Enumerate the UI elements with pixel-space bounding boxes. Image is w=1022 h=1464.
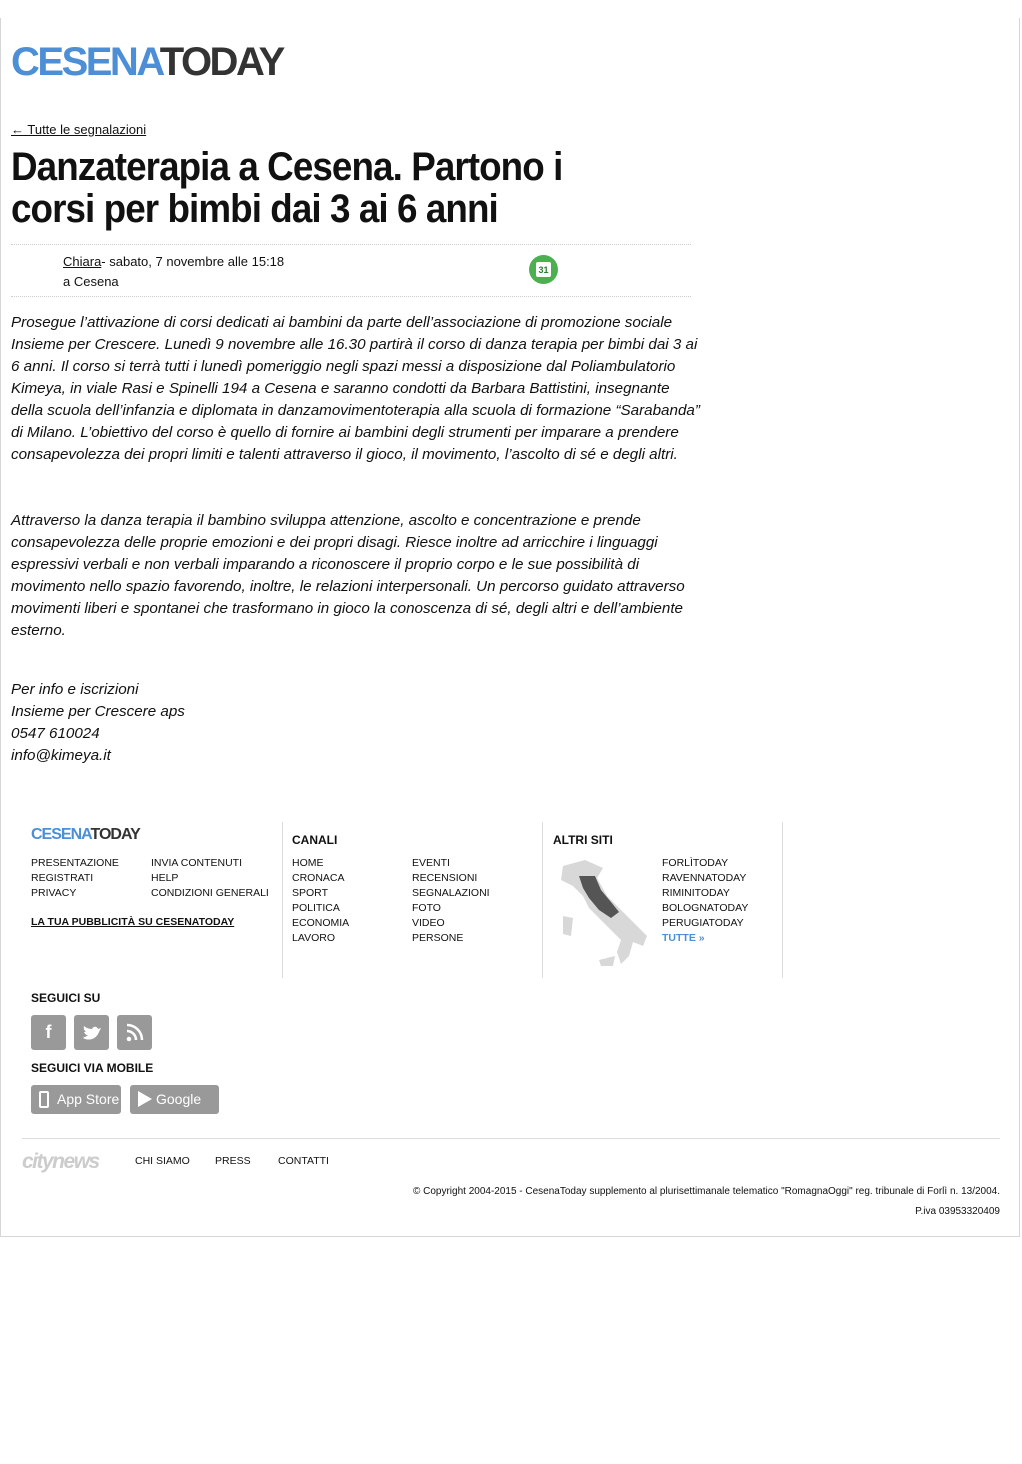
divider xyxy=(11,244,691,245)
calendar-day: 31 xyxy=(536,262,551,277)
author-link[interactable]: Chiara xyxy=(63,254,102,269)
site-link-bologna[interactable]: BOLOGNATODAY xyxy=(662,902,749,914)
canali-link[interactable]: POLITICA xyxy=(292,902,340,914)
info-email: info@kimeya.it xyxy=(11,747,111,764)
site-link-ravenna[interactable]: RAVENNATODAY xyxy=(662,872,747,884)
info-line: Per info e iscrizioni xyxy=(11,681,139,698)
info-phone: 0547 610024 xyxy=(11,725,100,742)
canali-link[interactable]: CRONACA xyxy=(292,872,345,884)
advertising-link[interactable]: LA TUA PUBBLICITÀ SU CESENATODAY xyxy=(31,916,235,928)
footer-link-registrati[interactable]: REGISTRATI xyxy=(31,872,94,884)
link-contatti[interactable]: CONTATTI xyxy=(278,1155,329,1167)
back-to-reports-link[interactable]: ← Tutte le segnalazioni xyxy=(11,122,147,137)
footer-divider xyxy=(542,822,543,978)
copyright xyxy=(413,1182,1000,1222)
citynews-logo[interactable]: citynews xyxy=(22,1150,99,1173)
app-store-label: App Store xyxy=(57,1091,120,1107)
twitter-icon[interactable] xyxy=(74,1015,109,1050)
canali-link[interactable]: PERSONE xyxy=(412,932,464,944)
footer-divider xyxy=(282,822,283,978)
canali-link[interactable]: ECONOMIA xyxy=(292,917,350,929)
altri-siti-list xyxy=(662,856,748,946)
article-paragraph-1: Prosegue l’attivazione di corsi dedicati ai bambini da parte dell’associazione di promozione sociale Insieme per Crescere. Lunedì 9 novembre alle 16.30 partirà il corso di danza terapia per bimbi dai 3 ai 6 anni. Il corso si terrà tutti i lunedì pomeriggio negli spazi messi a disposizione dal Poliambulatorio Kimeya, in viale Rasi e Spinelli 194 a Cesena e saranno condotti da Barbara Battistini, insegnante della scuola dell’infanzia e diplomata in danzamovimentoterapia alla scuola di formazione “Sarabanda” di Milano. L’obiettivo del corso è quello di fornire ai bambini degli strumenti per imparare a prendere consapevolezza dei propri limiti e talenti attraverso il gioco, il movimento, l’ascolto di sé e degli altri. xyxy=(11,314,700,463)
calendar-icon[interactable] xyxy=(529,255,558,284)
footer-link-help[interactable]: HELP xyxy=(151,872,179,884)
footer-link-privacy[interactable]: PRIVACY xyxy=(31,887,77,899)
app-store-button[interactable] xyxy=(31,1085,121,1114)
canali-link[interactable]: SEGNALAZIONI xyxy=(412,887,490,899)
google-play-label: Google play xyxy=(156,1091,202,1136)
facebook-icon[interactable]: f xyxy=(31,1015,66,1050)
canali-heading: CANALI xyxy=(292,833,338,847)
footer-link-invia-contenuti[interactable]: INVIA CONTENUTI xyxy=(151,857,243,869)
article-date: - sabato, 7 novembre alle 15:18 xyxy=(101,254,285,269)
site-link-rimini[interactable]: RIMINITODAY xyxy=(662,887,730,899)
article-title: Danzaterapia a Cesena. Partono i corsi per bimbi dai 3 ai 6 anni xyxy=(11,145,563,231)
canali-link[interactable]: HOME xyxy=(292,857,324,869)
italy-map-icon xyxy=(555,856,650,968)
phone-icon xyxy=(39,1091,49,1108)
rss-icon[interactable] xyxy=(117,1015,152,1050)
canali-link[interactable]: EVENTI xyxy=(412,857,450,869)
link-chi-siamo[interactable]: CHI SIAMO xyxy=(135,1155,190,1167)
seguici-heading: SEGUICI SU xyxy=(31,991,101,1005)
site-link-perugia[interactable]: PERUGIATODAY xyxy=(662,917,744,929)
site-logo[interactable]: CESENATODAY xyxy=(11,40,283,84)
canali-link[interactable]: SPORT xyxy=(292,887,328,899)
play-icon xyxy=(138,1091,152,1107)
footer-rule xyxy=(22,1138,1000,1139)
site-link-tutte[interactable]: TUTTE » xyxy=(662,932,705,944)
footer-link-condizioni[interactable]: CONDIZIONI GENERALI xyxy=(151,887,269,899)
altri-siti-heading: ALTRI SITI xyxy=(553,833,613,847)
canali-link[interactable]: RECENSIONI xyxy=(412,872,478,884)
google-play-button[interactable] xyxy=(130,1085,219,1136)
article-paragraph-2: Attraverso la danza terapia il bambino sviluppa attenzione, ascolto e concentrazione e prende consapevolezza delle proprie emozioni e dei propri disagi. Riesce inoltre ad arricchire i linguaggi espressivi verbali e non verbali imparando a riconoscere il proprio corpo e le sue possibilità di movimento nello spazio favorendo, inoltre, le relazioni interpersonali. Un percorso guidato attraverso movimenti liberi e spontanei che trasformano in gioco la conoscenza di sé, degli altri e dell’ambiente esterno. xyxy=(11,512,685,639)
canali-link[interactable]: VIDEO xyxy=(412,917,445,929)
canali-col-a xyxy=(292,856,349,946)
canali-link[interactable]: FOTO xyxy=(412,902,441,914)
footer-links-col1a xyxy=(31,856,119,901)
divider xyxy=(11,296,691,297)
piva-text: P.iva 03953320409 xyxy=(915,1206,1000,1217)
canali-col-b xyxy=(412,856,490,946)
footer-link-presentazione[interactable]: PRESENTAZIONE xyxy=(31,857,119,869)
footer-links-col1b xyxy=(151,856,269,901)
article-meta xyxy=(63,252,284,292)
seguici-mobile-heading: SEGUICI VIA MOBILE xyxy=(31,1061,154,1075)
footer-divider xyxy=(782,822,783,978)
article-location: a Cesena xyxy=(63,274,119,289)
contact-info xyxy=(11,679,185,767)
canali-link[interactable]: LAVORO xyxy=(292,932,335,944)
link-press[interactable]: PRESS xyxy=(215,1155,251,1167)
footer-logo[interactable]: CESENATODAY xyxy=(31,826,140,843)
copyright-text: © Copyright 2004-2015 - CesenaToday supplemento al plurisettimanale telematico "RomagnaOggi" reg. tribunale di Forlì n. 13/2004. xyxy=(412,1186,1000,1197)
info-line: Insieme per Crescere aps xyxy=(11,703,185,720)
site-link-forli[interactable]: FORLÌTODAY xyxy=(662,857,729,869)
